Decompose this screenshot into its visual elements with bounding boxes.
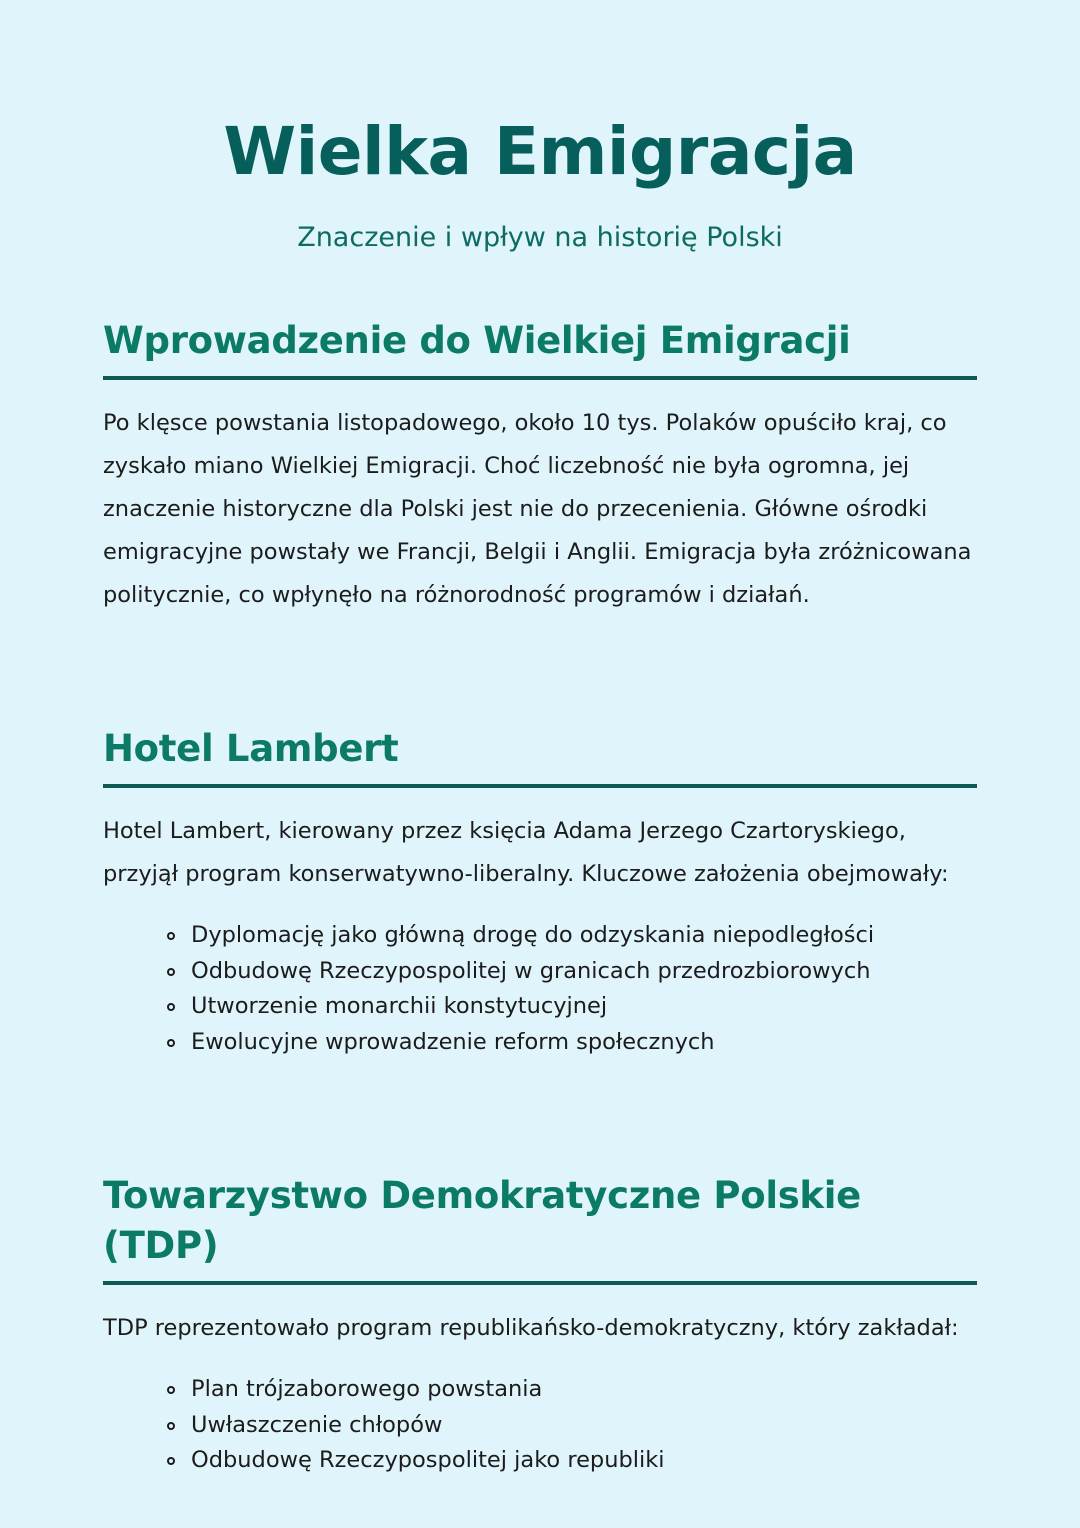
list-item: [165, 1372, 977, 1408]
list-item: [165, 1025, 977, 1061]
page-subtitle: Znaczenie i wpływ na historię Polski: [297, 222, 783, 253]
list-item-text: Plan trójzaborowego powstania: [191, 1376, 543, 1402]
list-item: [165, 989, 977, 1025]
list-item: [165, 918, 977, 954]
hollow-circle-bullet-icon: [167, 968, 175, 976]
section-heading: Wprowadzenie do Wielkiej Emigracji: [103, 316, 977, 380]
section-hotel-lambert: [103, 724, 977, 1060]
program-assumptions-list: [103, 1372, 977, 1479]
hollow-circle-bullet-icon: [167, 1422, 175, 1430]
page-title: Wielka Emigracja: [223, 113, 857, 190]
list-item: [165, 1408, 977, 1444]
list-item-text: Odbudowę Rzeczypospolitej w granicach przedrozbiorowych: [191, 957, 871, 984]
section-paragraph: Hotel Lambert, kierowany przez księcia Adama Jerzego Czartoryskiego, przyjął program konserwatywno-liberalny. Kluczowe założenia obejmowały:: [103, 818, 949, 887]
section-tdp: [103, 1171, 977, 1479]
list-item-text: Odbudowę Rzeczypospolitej jako republiki: [191, 1447, 665, 1473]
section-introduction: [103, 316, 977, 617]
section-paragraph: Po klęsce powstania listopadowego, około 10 tys. Polaków opuściło kraj, co zyskało miano Wielkiej Emigracji. Choć liczebność nie była ogromna, jej znaczenie historyczne dla Polski jest nie do przecenienia. Główne ośrodki emigracyjne powstały we Francji, Belgii i Anglii. Emigracja była zróżnicowana politycznie, co wpłynęło na różnorodność programów i działań.: [103, 410, 972, 608]
hollow-circle-bullet-icon: [167, 1457, 175, 1465]
hollow-circle-bullet-icon: [167, 1386, 175, 1394]
list-item-text: Dyplomację jako główną drogę do odzyskania niepodległości: [191, 922, 875, 948]
hollow-circle-bullet-icon: [167, 1039, 175, 1047]
hollow-circle-bullet-icon: [167, 932, 175, 940]
list-item-text: Utworzenie monarchii konstytucyjnej: [191, 993, 608, 1019]
hollow-circle-bullet-icon: [167, 1003, 175, 1011]
list-item-text: Uwłaszczenie chłopów: [191, 1411, 443, 1438]
section-heading: Towarzystwo Demokratyczne Polskie (TDP): [103, 1171, 977, 1285]
list-item: [165, 1443, 977, 1479]
section-paragraph: TDP reprezentowało program republikańsko-demokratyczny, który zakładał:: [103, 1315, 959, 1341]
key-assumptions-list: [103, 918, 977, 1060]
section-heading: Hotel Lambert: [103, 724, 977, 788]
list-item: [165, 954, 977, 990]
list-item-text: Ewolucyjne wprowadzenie reform społecznych: [191, 1028, 715, 1055]
